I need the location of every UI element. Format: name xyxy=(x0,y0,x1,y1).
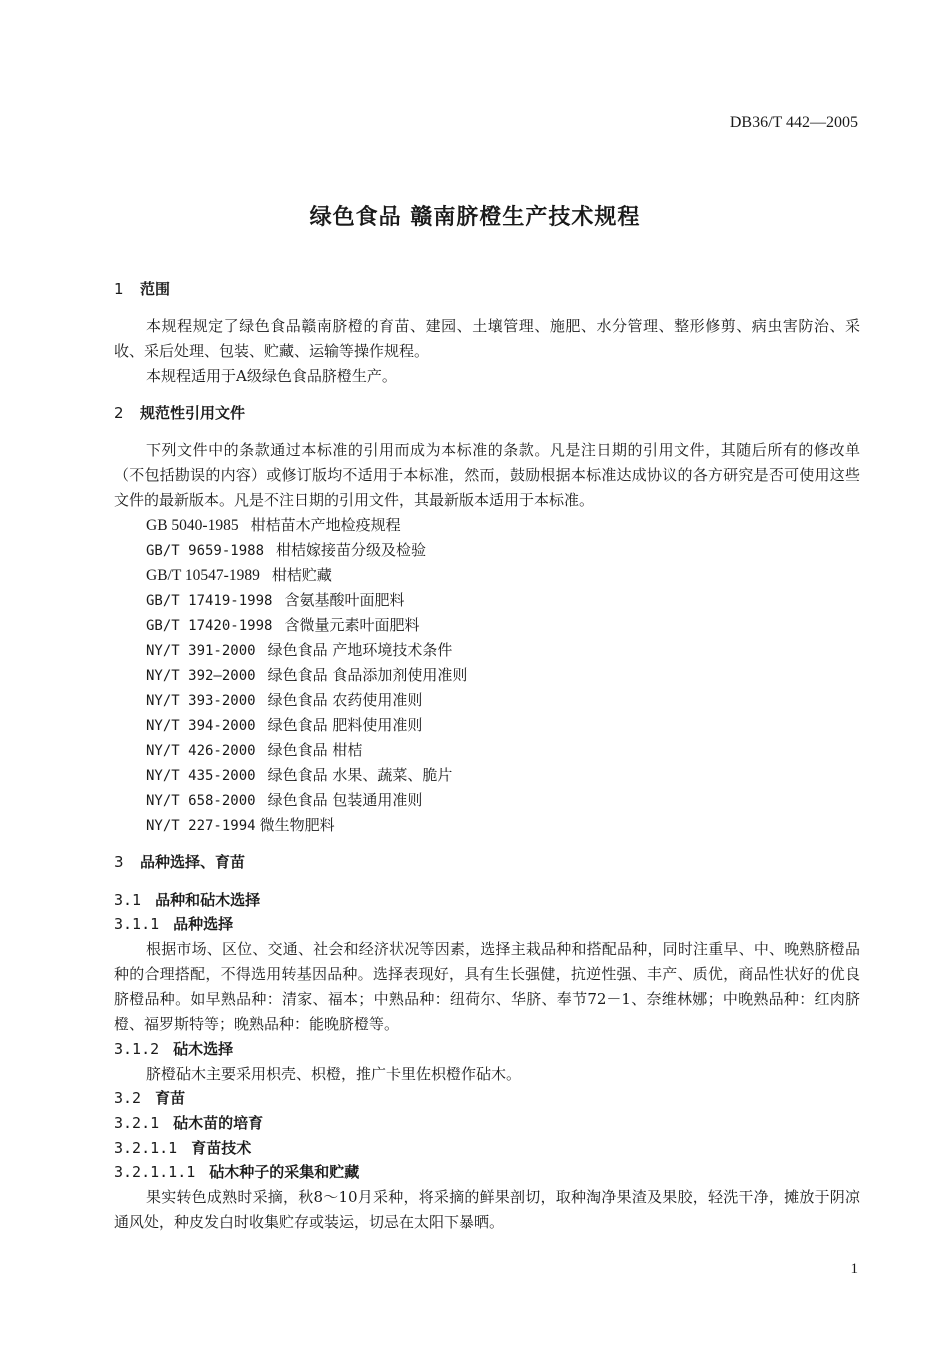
subsection-number: 3.2.1.1 xyxy=(114,1139,178,1157)
reference-title: 柑桔贮藏 xyxy=(271,566,332,584)
section-title: 范围 xyxy=(140,280,171,298)
reference-item xyxy=(146,639,452,660)
subsection-heading xyxy=(114,1112,263,1133)
subsection-title: 砧木苗的培育 xyxy=(173,1114,264,1132)
paragraph: 果实转色成熟时采摘，秋8～10月采种，将采摘的鲜果剖切，取种淘净果渣及果胶，轻洗干净，摊放于阴凉通风处，种皮发白时收集贮存或装运，切忌在太阳下暴晒。 xyxy=(114,1188,860,1231)
reference-item xyxy=(146,664,467,685)
subsection-number: 3.1 xyxy=(114,891,142,909)
document-title: 绿色食品 赣南脐橙生产技术规程 xyxy=(309,205,641,230)
reference-title: 绿色食品 肥料使用准则 xyxy=(267,716,423,734)
reference-code: GB/T 17420-1998 xyxy=(146,618,273,634)
paragraph: 脐橙砧木主要采用枳壳、枳橙，推广卡里佐枳橙作砧木。 xyxy=(146,1065,522,1083)
reference-title: 绿色食品 食品添加剂使用准则 xyxy=(267,666,468,684)
subsection-heading xyxy=(114,913,233,934)
section-title: 品种选择、育苗 xyxy=(140,853,246,871)
subsection-heading xyxy=(114,1038,233,1059)
reference-code: NY/T 392–2000 xyxy=(146,668,256,684)
reference-item xyxy=(146,514,401,535)
reference-item xyxy=(146,764,452,785)
reference-title: 绿色食品 水果、蔬菜、脆片 xyxy=(267,766,453,784)
reference-title: 柑桔嫁接苗分级及检验 xyxy=(276,541,427,559)
subsection-title: 砧木种子的采集和贮藏 xyxy=(209,1163,360,1181)
subsection-heading xyxy=(114,1137,251,1158)
subsection-title: 育苗技术 xyxy=(191,1139,252,1157)
reference-code: NY/T 393-2000 xyxy=(146,693,256,709)
subsection-number: 3.1.2 xyxy=(114,1040,160,1058)
reference-title: 微生物肥料 xyxy=(259,816,335,834)
subsection-heading xyxy=(114,1087,185,1108)
reference-code: NY/T 394-2000 xyxy=(146,718,256,734)
reference-item xyxy=(146,539,426,560)
reference-item xyxy=(146,714,422,735)
section-number: 2 xyxy=(114,404,124,422)
subsection-number: 3.2 xyxy=(114,1089,142,1107)
paragraph: 本规程规定了绿色食品赣南脐橙的育苗、建园、土壤管理、施肥、水分管理、整形修剪、病虫害防治、采收、采后处理、包装、贮藏、运输等操作规程。 xyxy=(114,317,860,360)
section-number: 1 xyxy=(114,280,124,298)
reference-code: GB/T 9659-1988 xyxy=(146,543,265,559)
reference-title: 绿色食品 柑桔 xyxy=(267,741,363,759)
section-heading xyxy=(114,278,170,299)
paragraph: 本规程适用于A级绿色食品脐橙生产。 xyxy=(146,367,397,385)
subsection-title: 品种选择 xyxy=(173,915,234,933)
subsection-number: 3.1.1 xyxy=(114,915,160,933)
subsection-heading xyxy=(114,1161,359,1182)
reference-title: 绿色食品 产地环境技术条件 xyxy=(267,641,453,659)
subsection-number: 3.2.1.1.1 xyxy=(114,1163,196,1181)
reference-title: 含微量元素叶面肥料 xyxy=(284,616,420,634)
reference-code: GB 5040-1985 xyxy=(146,517,239,534)
section-number: 3 xyxy=(114,853,124,871)
paragraph: 下列文件中的条款通过本标准的引用而成为本标准的条款。凡是注日期的引用文件，其随后所有的修改单（不包括勘误的内容）或修订版均不适用于本标准，然而，鼓励根据本标准达成协议的各方研究是否可使用这些文件的最新版本。凡是不注日期的引用文件，其最新版本适用于本标准。 xyxy=(114,441,860,509)
reference-item xyxy=(146,589,404,610)
section-title: 规范性引用文件 xyxy=(140,404,246,422)
reference-item xyxy=(146,789,422,810)
reference-code: NY/T 658-2000 xyxy=(146,793,256,809)
section-heading xyxy=(114,402,245,423)
paragraph: 根据市场、区位、交通、社会和经济状况等因素，选择主栽品种和搭配品种，同时注重早、中、晚熟脐橙品种的合理搭配，不得选用转基因品种。选择表现好，具有生长强健，抗逆性强、丰产、质优，商品性状好的优良脐橙品种。如早熟品种：清家、福本；中熟品种：纽荷尔、华脐、奉节72－1、奈维林娜；中晚熟品种：红肉脐橙、福罗斯特等；晚熟品种：能晚脐橙等。 xyxy=(114,940,860,1033)
reference-item xyxy=(146,814,335,835)
reference-code: NY/T 227-1994 xyxy=(146,818,256,834)
reference-item xyxy=(146,614,419,635)
reference-code: GB/T 10547-1989 xyxy=(146,567,260,584)
reference-item xyxy=(146,689,422,710)
reference-title: 绿色食品 农药使用准则 xyxy=(267,691,423,709)
reference-code: NY/T 435-2000 xyxy=(146,768,256,784)
subsection-title: 砧木选择 xyxy=(173,1040,234,1058)
reference-code: NY/T 426-2000 xyxy=(146,743,256,759)
page-number: 1 xyxy=(850,1261,858,1277)
reference-code: GB/T 17419-1998 xyxy=(146,593,273,609)
document-code: DB36/T 442—2005 xyxy=(729,114,858,131)
reference-code: NY/T 391-2000 xyxy=(146,643,256,659)
subsection-number: 3.2.1 xyxy=(114,1114,160,1132)
reference-item xyxy=(146,739,362,760)
subsection-title: 育苗 xyxy=(155,1089,186,1107)
reference-title: 绿色食品 包装通用准则 xyxy=(267,791,423,809)
reference-title: 柑桔苗木产地检疫规程 xyxy=(250,516,401,534)
subsection-heading xyxy=(114,889,260,910)
reference-title: 含氨基酸叶面肥料 xyxy=(284,591,405,609)
reference-item xyxy=(146,564,332,585)
subsection-title: 品种和砧木选择 xyxy=(155,891,261,909)
section-heading xyxy=(114,851,245,872)
